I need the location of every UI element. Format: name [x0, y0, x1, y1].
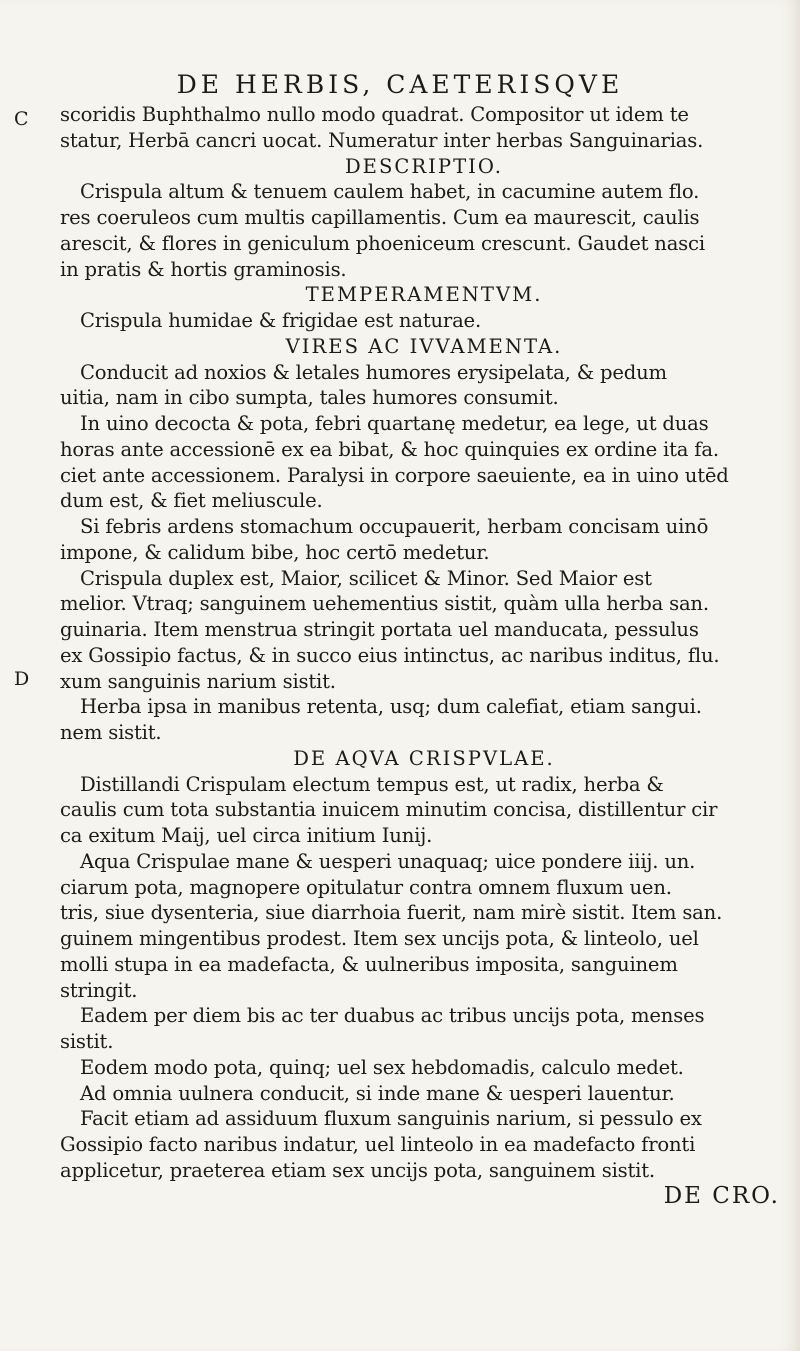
text-line: Crispula humidae & frigidae est naturae.: [80, 309, 481, 332]
text-line: scoridis Buphthalmo nullo modo quadrat. Compositor ut idem te: [60, 103, 689, 126]
text-line: applicetur, praeterea etiam sex uncijs pota, sanguinem sistit.: [60, 1158, 655, 1182]
text-line: arescit, & flores in geniculum phoeniceum crescunt. Gaudet nasci: [60, 231, 705, 255]
text-line: Eadem per diem bis ac ter duabus ac tribus uncijs pota, menses: [80, 1004, 705, 1028]
text-line: statur, Herbā cancri uocat. Numeratur inter herbas Sanguinarias.: [60, 128, 704, 152]
text-line: stringit.: [60, 978, 138, 1002]
text-line: guinaria. Item menstrua stringit portata uel manducata, pessulus: [60, 618, 699, 641]
text-line: sistit.: [60, 1030, 114, 1053]
text-line: Ad omnia uulnera conducit, si inde mane & uesperi lauentur.: [80, 1081, 675, 1105]
text-line: Crispula duplex est, Maior, scilicet & Minor. Sed Maior est: [80, 566, 652, 590]
section-heading: DE AQVA CRISPVLAE.: [293, 746, 555, 770]
text-line: tris, siue dysenteria, siue diarrhoia fuerit, nam mirè sistit. Item san.: [60, 901, 723, 925]
text-line: uitia, nam in cibo sumpta, tales humores consumit.: [60, 386, 559, 410]
text-line: Distillandi Crispulam electum tempus est, ut radix, herba &: [80, 772, 664, 796]
text-line: xum sanguinis narium sistit.: [60, 669, 336, 693]
text-line: Herba ipsa in manibus retenta, usq; dum calefiat, etiam sangui.: [80, 695, 702, 719]
text-line: Conducit ad noxios & letales humores erysipelata, & pedum: [80, 360, 667, 384]
section-heading: VIRES AC IVVAMENTA.: [285, 334, 563, 358]
text-line: Aqua Crispulae mane & uesperi unaquaq; uice pondere iiij. un.: [80, 849, 696, 873]
text-line: Si febris ardens stomachum occupauerit, herbam concisam uinō: [80, 515, 709, 538]
body-text: [60, 102, 788, 1209]
text-line: nem sistit.: [60, 721, 162, 744]
text-line: ex Gossipio factus, & in succo eius intinctus, ac naribus inditus, flu.: [60, 643, 720, 667]
text-line: ca exitum Maij, uel circa initium Iunij.: [60, 824, 433, 847]
text-line: impone, & calidum bibe, hoc certō medetur.: [60, 540, 490, 564]
margin-letter-d: D: [14, 668, 30, 690]
text-line: In uino decocta & pota, febri quartanę medetur, ea lege, ut duas: [80, 412, 709, 435]
text-line: horas ante accessionē ex ea bibat, & hoc quinquies ex ordine ita fa.: [60, 437, 719, 461]
text-line: ciarum pota, magnopere opitulatur contra omnem fluxum uen.: [60, 875, 672, 899]
text-line: molli stupa in ea madefacta, & uulneribus imposita, sanguinem: [60, 952, 678, 976]
text-line: dum est, & fiet meliuscule.: [60, 489, 323, 513]
text-line: caulis cum tota substantia inuicem minutim concisa, distillentur cir: [60, 798, 718, 822]
section-heading: DESCRIPTIO.: [344, 154, 504, 178]
text-line: Eodem modo pota, quinq; uel sex hebdomadis, calculo medet.: [80, 1055, 684, 1079]
text-line: Crispula altum & tenuem caulem habet, in cacumine autem flo.: [80, 180, 700, 204]
running-head: DE HERBIS, CAETERISQVE: [176, 70, 624, 99]
text-line: ciet ante accessionem. Paralysi in corpore saeuiente, ea in uino utēd: [60, 463, 729, 487]
text-line: melior. Vtraq; sanguinem uehementius sistit, quàm ulla herba san.: [60, 592, 709, 616]
text-line: guinem mingentibus prodest. Item sex uncijs pota, & linteolo, uel: [60, 927, 699, 950]
text-line: Gossipio facto naribus indatur, uel linteolo in ea madefacto fronti: [60, 1133, 696, 1156]
text-line: Facit etiam ad assiduum fluxum sanguinis narium, si pessulo ex: [80, 1107, 702, 1131]
section-heading: TEMPERAMENTVM.: [305, 283, 543, 307]
text-line: in pratis & hortis graminosis.: [60, 257, 347, 281]
text-line: res coeruleos cum multis capillamentis. Cum ea maurescit, caulis: [60, 206, 700, 229]
catchword: DE CRO.: [663, 1183, 780, 1209]
margin-letter-c: C: [14, 108, 29, 130]
